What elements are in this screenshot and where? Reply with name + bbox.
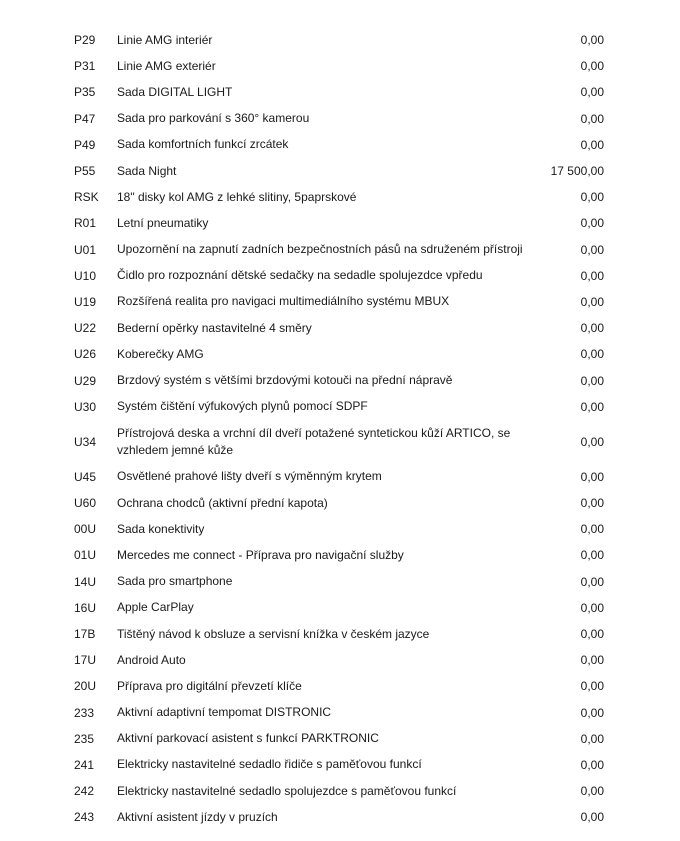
table-row bbox=[0, 158, 680, 184]
option-description: Letní pneumatiky bbox=[117, 215, 209, 230]
option-price: 0,00 bbox=[580, 705, 604, 720]
option-price: 0,00 bbox=[580, 268, 604, 283]
option-code: 242 bbox=[74, 784, 95, 799]
option-code: 241 bbox=[74, 757, 95, 772]
table-row bbox=[0, 647, 680, 673]
table-row bbox=[0, 700, 680, 726]
table-row bbox=[0, 237, 680, 263]
option-price: 0,00 bbox=[580, 548, 604, 563]
option-price: 0,00 bbox=[580, 242, 604, 257]
option-price: 0,00 bbox=[580, 59, 604, 74]
option-description: Elektricky nastavitelné sedadlo spolujezdce s paměťovou funkcí bbox=[117, 783, 457, 798]
option-price: 0,00 bbox=[580, 33, 604, 48]
option-code: RSK bbox=[74, 190, 99, 205]
table-row bbox=[0, 132, 680, 158]
option-price: 0,00 bbox=[580, 216, 604, 231]
option-price: 0,00 bbox=[580, 190, 604, 205]
option-description: Mercedes me connect - Příprava pro navigační služby bbox=[117, 547, 404, 562]
option-description: Koberečky AMG bbox=[117, 346, 204, 361]
option-price: 0,00 bbox=[580, 627, 604, 642]
table-row bbox=[0, 27, 680, 53]
option-description: Aktivní asistent jízdy v pruzích bbox=[117, 809, 278, 824]
option-description: Sada pro smartphone bbox=[117, 574, 233, 589]
option-description: 18" disky kol AMG z lehké slitiny, 5paprskové bbox=[117, 189, 357, 204]
option-description: Přístrojová deska a vrchní díl dveří potažené syntetickou kůží ARTICO, se vzhledem jemné kůže bbox=[117, 425, 511, 457]
option-description: Sada Night bbox=[117, 163, 177, 178]
option-description: Tištěný návod k obsluze a servisní knížka v českém jazyce bbox=[117, 626, 430, 641]
option-price: 0,00 bbox=[580, 496, 604, 511]
table-row bbox=[0, 569, 680, 595]
option-price: 17 500,00 bbox=[550, 164, 604, 179]
option-description: Android Auto bbox=[117, 652, 186, 667]
option-description: Upozornění na zapnutí zadních bezpečnostních pásů na sdruženém přístroji bbox=[117, 242, 523, 257]
option-price: 0,00 bbox=[580, 784, 604, 799]
table-row bbox=[0, 726, 680, 752]
table-row bbox=[0, 315, 680, 341]
option-code: U29 bbox=[74, 373, 97, 388]
option-description: Bederní opěrky nastavitelné 4 směry bbox=[117, 320, 312, 335]
option-description: Systém čištění výfukových plynů pomocí SDPF bbox=[117, 399, 368, 414]
option-price: 0,00 bbox=[580, 574, 604, 589]
option-price: 0,00 bbox=[580, 85, 604, 100]
option-code: 20U bbox=[74, 679, 97, 694]
table-row bbox=[0, 106, 680, 132]
table-row bbox=[0, 394, 680, 420]
option-code: P49 bbox=[74, 137, 96, 152]
option-code: U10 bbox=[74, 268, 97, 283]
table-row bbox=[0, 752, 680, 778]
option-price: 0,00 bbox=[580, 399, 604, 414]
table-row bbox=[0, 595, 680, 621]
option-description: Linie AMG exteriér bbox=[117, 58, 216, 73]
option-price: 0,00 bbox=[580, 434, 604, 449]
table-row bbox=[0, 263, 680, 289]
option-price: 0,00 bbox=[580, 347, 604, 362]
option-price: 0,00 bbox=[580, 731, 604, 746]
table-row bbox=[0, 289, 680, 315]
table-row bbox=[0, 420, 680, 464]
option-price-list bbox=[0, 27, 680, 830]
option-price: 0,00 bbox=[580, 810, 604, 825]
table-row bbox=[0, 341, 680, 367]
option-price: 0,00 bbox=[580, 653, 604, 668]
option-description: Brzdový systém s většími brzdovými kotouči na přední nápravě bbox=[117, 373, 453, 388]
table-row bbox=[0, 804, 680, 830]
option-code: 17B bbox=[74, 627, 96, 642]
option-code: 243 bbox=[74, 810, 95, 825]
table-row bbox=[0, 621, 680, 647]
option-description: Rozšířená realita pro navigaci multimediálního systému MBUX bbox=[117, 294, 450, 309]
option-description: Sada pro parkování s 360° kamerou bbox=[117, 111, 310, 126]
table-row bbox=[0, 516, 680, 542]
option-price: 0,00 bbox=[580, 137, 604, 152]
option-price: 0,00 bbox=[580, 600, 604, 615]
option-price: 0,00 bbox=[580, 294, 604, 309]
option-description: Čidlo pro rozpoznání dětské sedačky na sedadle spolujezdce vpředu bbox=[117, 268, 483, 283]
option-code: 233 bbox=[74, 705, 95, 720]
option-code: 235 bbox=[74, 731, 95, 746]
option-code: 00U bbox=[74, 522, 97, 537]
option-code: U19 bbox=[74, 294, 97, 309]
option-code: P29 bbox=[74, 33, 96, 48]
option-description: Aktivní parkovací asistent s funkcí PARKTRONIC bbox=[117, 731, 379, 746]
option-price: 0,00 bbox=[580, 757, 604, 772]
option-description: Elektricky nastavitelné sedadlo řidiče s paměťovou funkcí bbox=[117, 757, 422, 772]
option-price: 0,00 bbox=[580, 111, 604, 126]
option-description: Sada konektivity bbox=[117, 521, 205, 536]
option-code: P35 bbox=[74, 85, 96, 100]
table-row bbox=[0, 184, 680, 210]
option-code: P55 bbox=[74, 164, 96, 179]
table-row bbox=[0, 464, 680, 490]
option-code: U22 bbox=[74, 321, 97, 336]
option-description: Apple CarPlay bbox=[117, 600, 194, 615]
table-row bbox=[0, 210, 680, 236]
table-row bbox=[0, 542, 680, 568]
option-description: Ochrana chodců (aktivní přední kapota) bbox=[117, 495, 328, 510]
table-row bbox=[0, 778, 680, 804]
table-row bbox=[0, 53, 680, 79]
option-code: 17U bbox=[74, 653, 97, 668]
table-row bbox=[0, 490, 680, 516]
option-code: U01 bbox=[74, 242, 97, 257]
option-code: U60 bbox=[74, 496, 97, 511]
option-description: Sada komfortních funkcí zrcátek bbox=[117, 137, 289, 152]
option-description: Sada DIGITAL LIGHT bbox=[117, 84, 233, 99]
option-code: 16U bbox=[74, 600, 97, 615]
table-row bbox=[0, 367, 680, 393]
option-price: 0,00 bbox=[580, 522, 604, 537]
option-code: U45 bbox=[74, 469, 97, 484]
option-code: P47 bbox=[74, 111, 96, 126]
option-code: 01U bbox=[74, 548, 97, 563]
option-description: Linie AMG interiér bbox=[117, 32, 213, 47]
option-code: R01 bbox=[74, 216, 97, 231]
option-price: 0,00 bbox=[580, 373, 604, 388]
option-price: 0,00 bbox=[580, 321, 604, 336]
option-description: Osvětlené prahové lišty dveří s výměnným krytem bbox=[117, 469, 382, 484]
table-row bbox=[0, 673, 680, 699]
option-description: Aktivní adaptivní tempomat DISTRONIC bbox=[117, 705, 332, 720]
option-code: U34 bbox=[74, 434, 97, 449]
option-code: 14U bbox=[74, 574, 97, 589]
option-price: 0,00 bbox=[580, 469, 604, 484]
table-row bbox=[0, 79, 680, 105]
option-code: P31 bbox=[74, 59, 96, 74]
option-code: U30 bbox=[74, 399, 97, 414]
option-price: 0,00 bbox=[580, 679, 604, 694]
option-description: Příprava pro digitální převzetí klíče bbox=[117, 678, 302, 693]
option-code: U26 bbox=[74, 347, 97, 362]
